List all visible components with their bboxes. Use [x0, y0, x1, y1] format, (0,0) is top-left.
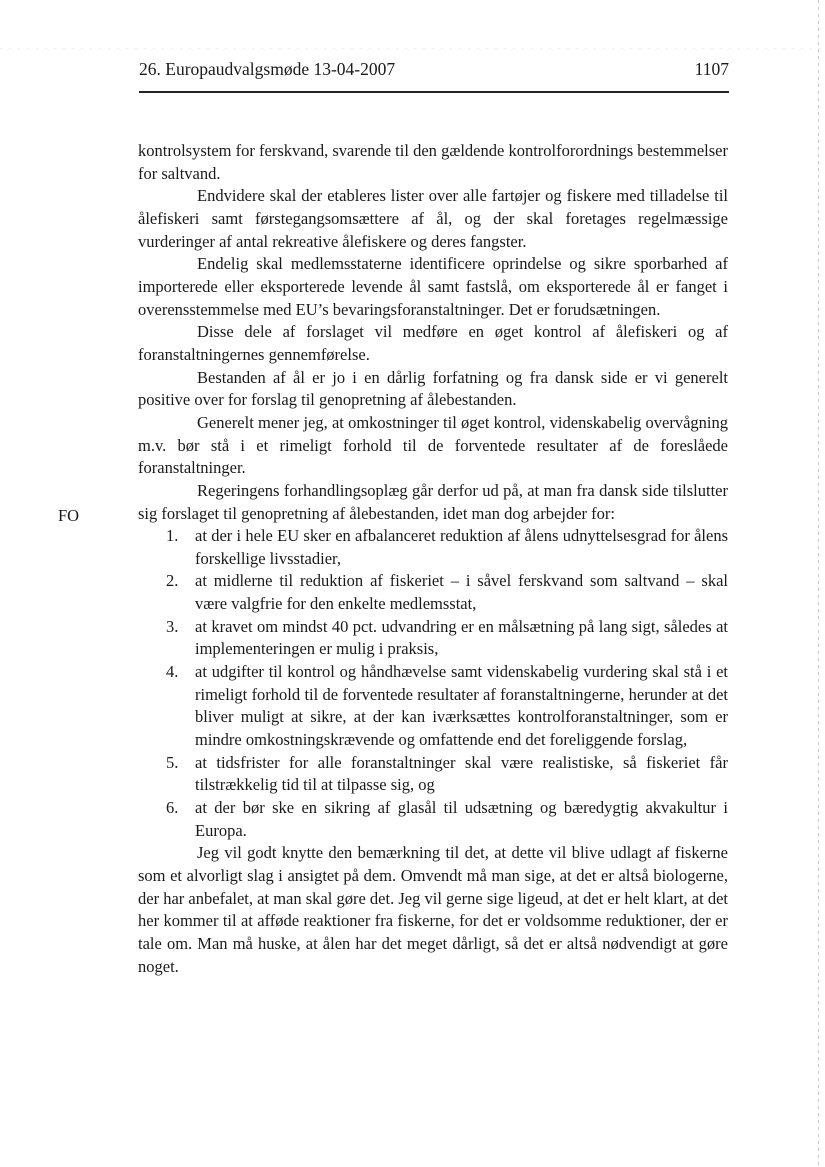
list-item: [138, 616, 728, 661]
header-rule: [139, 91, 729, 93]
list-text: at der bør ske en sikring af glasål til udsætning og bæredygtig akvakultur i Europa.: [195, 798, 728, 840]
header-title: 26. Europaudvalgsmøde 13-04-2007: [139, 59, 396, 79]
list-number: 6.: [166, 798, 179, 818]
list-number: 5.: [166, 752, 179, 772]
paragraph: Endelig skal medlemsstaterne identificere oprindelse og sikre sporbarhed af importerede eller eksporterede levende ål samt fastslå, om eksporterede ål er fanget i overensstemmelse med EU’s bevaringsforanstaltninger. Det er forudsætningen.: [138, 254, 728, 319]
document-body: [138, 140, 728, 978]
list-item: [138, 570, 728, 615]
paragraph: Jeg vil godt knytte den bemærkning til det, at dette vil blive udlagt af fiskerne som et alvorligt slag i ansigtet på dem. Omvendt må man sige, at det er altså biologerne, der har anbefalet, at man skal gøre det. Jeg vil gerne sige ligeud, at det er helt klart, at det her kommer til at afføde reaktioner fra fiskerne, for det er voldsomme reduktioner, der er tale om. Man må huske, at ålen har det meget dårligt, så det er altså nødvendigt at gøre noget.: [138, 843, 728, 976]
speaker-margin-note: FO: [58, 506, 80, 525]
list-text: at udgifter til kontrol og håndhævelse samt videnskabelig vurdering skal stå i et rimeligt forhold til de forventede resultater af foranstaltningerne, herunder at det bliver muligt at sikre, at der kan iværksættes kontrolforanstaltninger, som er mindre omkostningskrævende og omfattende end det foreliggende forslag,: [195, 662, 728, 750]
scan-artifact-edge: [818, 0, 819, 1167]
list-item: [138, 752, 728, 797]
list-item: [138, 525, 728, 570]
list-text: at der i hele EU sker en afbalanceret reduktion af ålens udnyttelsesgrad for ålens forskellige livsstadier,: [195, 526, 728, 568]
list-number: 3.: [166, 616, 179, 636]
paragraph: Regeringens forhandlingsoplæg går derfor ud på, at man fra dansk side tilslutter sig forslaget til genopretning af ålebestanden, idet man dog arbejder for:: [138, 480, 728, 523]
paragraph: Disse dele af forslaget vil medføre en øget kontrol af ålefiskeri og af foranstaltningernes gennemførelse.: [138, 322, 728, 364]
list-number: 2.: [166, 571, 179, 591]
list-number: 4.: [166, 662, 179, 682]
list-text: at kravet om mindst 40 pct. udvandring er en målsætning på lang sigt, således at implementeringen er mulig i praksis,: [195, 616, 728, 659]
list-text: at midlerne til reduktion af fiskeriet – i såvel ferskvand som saltvand – skal være valgfrie for den enkelte medlemsstat,: [195, 571, 728, 614]
paragraph: kontrolsystem for ferskvand, svarende til den gældende kontrolforordnings bestemmelser for saltvand.: [138, 141, 728, 183]
paragraph: Generelt mener jeg, at omkostninger til øget kontrol, videnskabelig overvågning m.v. bør stå i et rimeligt forhold til de forventede resultater af de foreslåede foranstaltninger.: [138, 412, 728, 478]
list-item: [138, 797, 728, 842]
list-number: 1.: [166, 526, 179, 546]
page-header: [139, 58, 729, 80]
paragraph: Endvidere skal der etableres lister over alle fartøjer og fiskere med tilladelse til ålefiskeri samt førstegangsomsættere af ål, og der skal foretages regelmæssige vurderinger af antal rekreative ålefiskere og deres fangster.: [138, 186, 728, 251]
scan-artifact-top: [0, 48, 825, 49]
paragraph: Bestanden af ål er jo i en dårlig forfatning og fra dansk side er vi generelt positive over for forslag til genopretning af ålebestanden.: [138, 367, 728, 410]
list-item: [138, 661, 728, 752]
list-text: at tidsfrister for alle foranstaltninger skal være realistiske, så fiskeriet får tilstrækkelig tid til at tilpasse sig, og: [195, 752, 728, 795]
numbered-list: [138, 525, 728, 842]
page-number: 1107: [694, 59, 729, 79]
